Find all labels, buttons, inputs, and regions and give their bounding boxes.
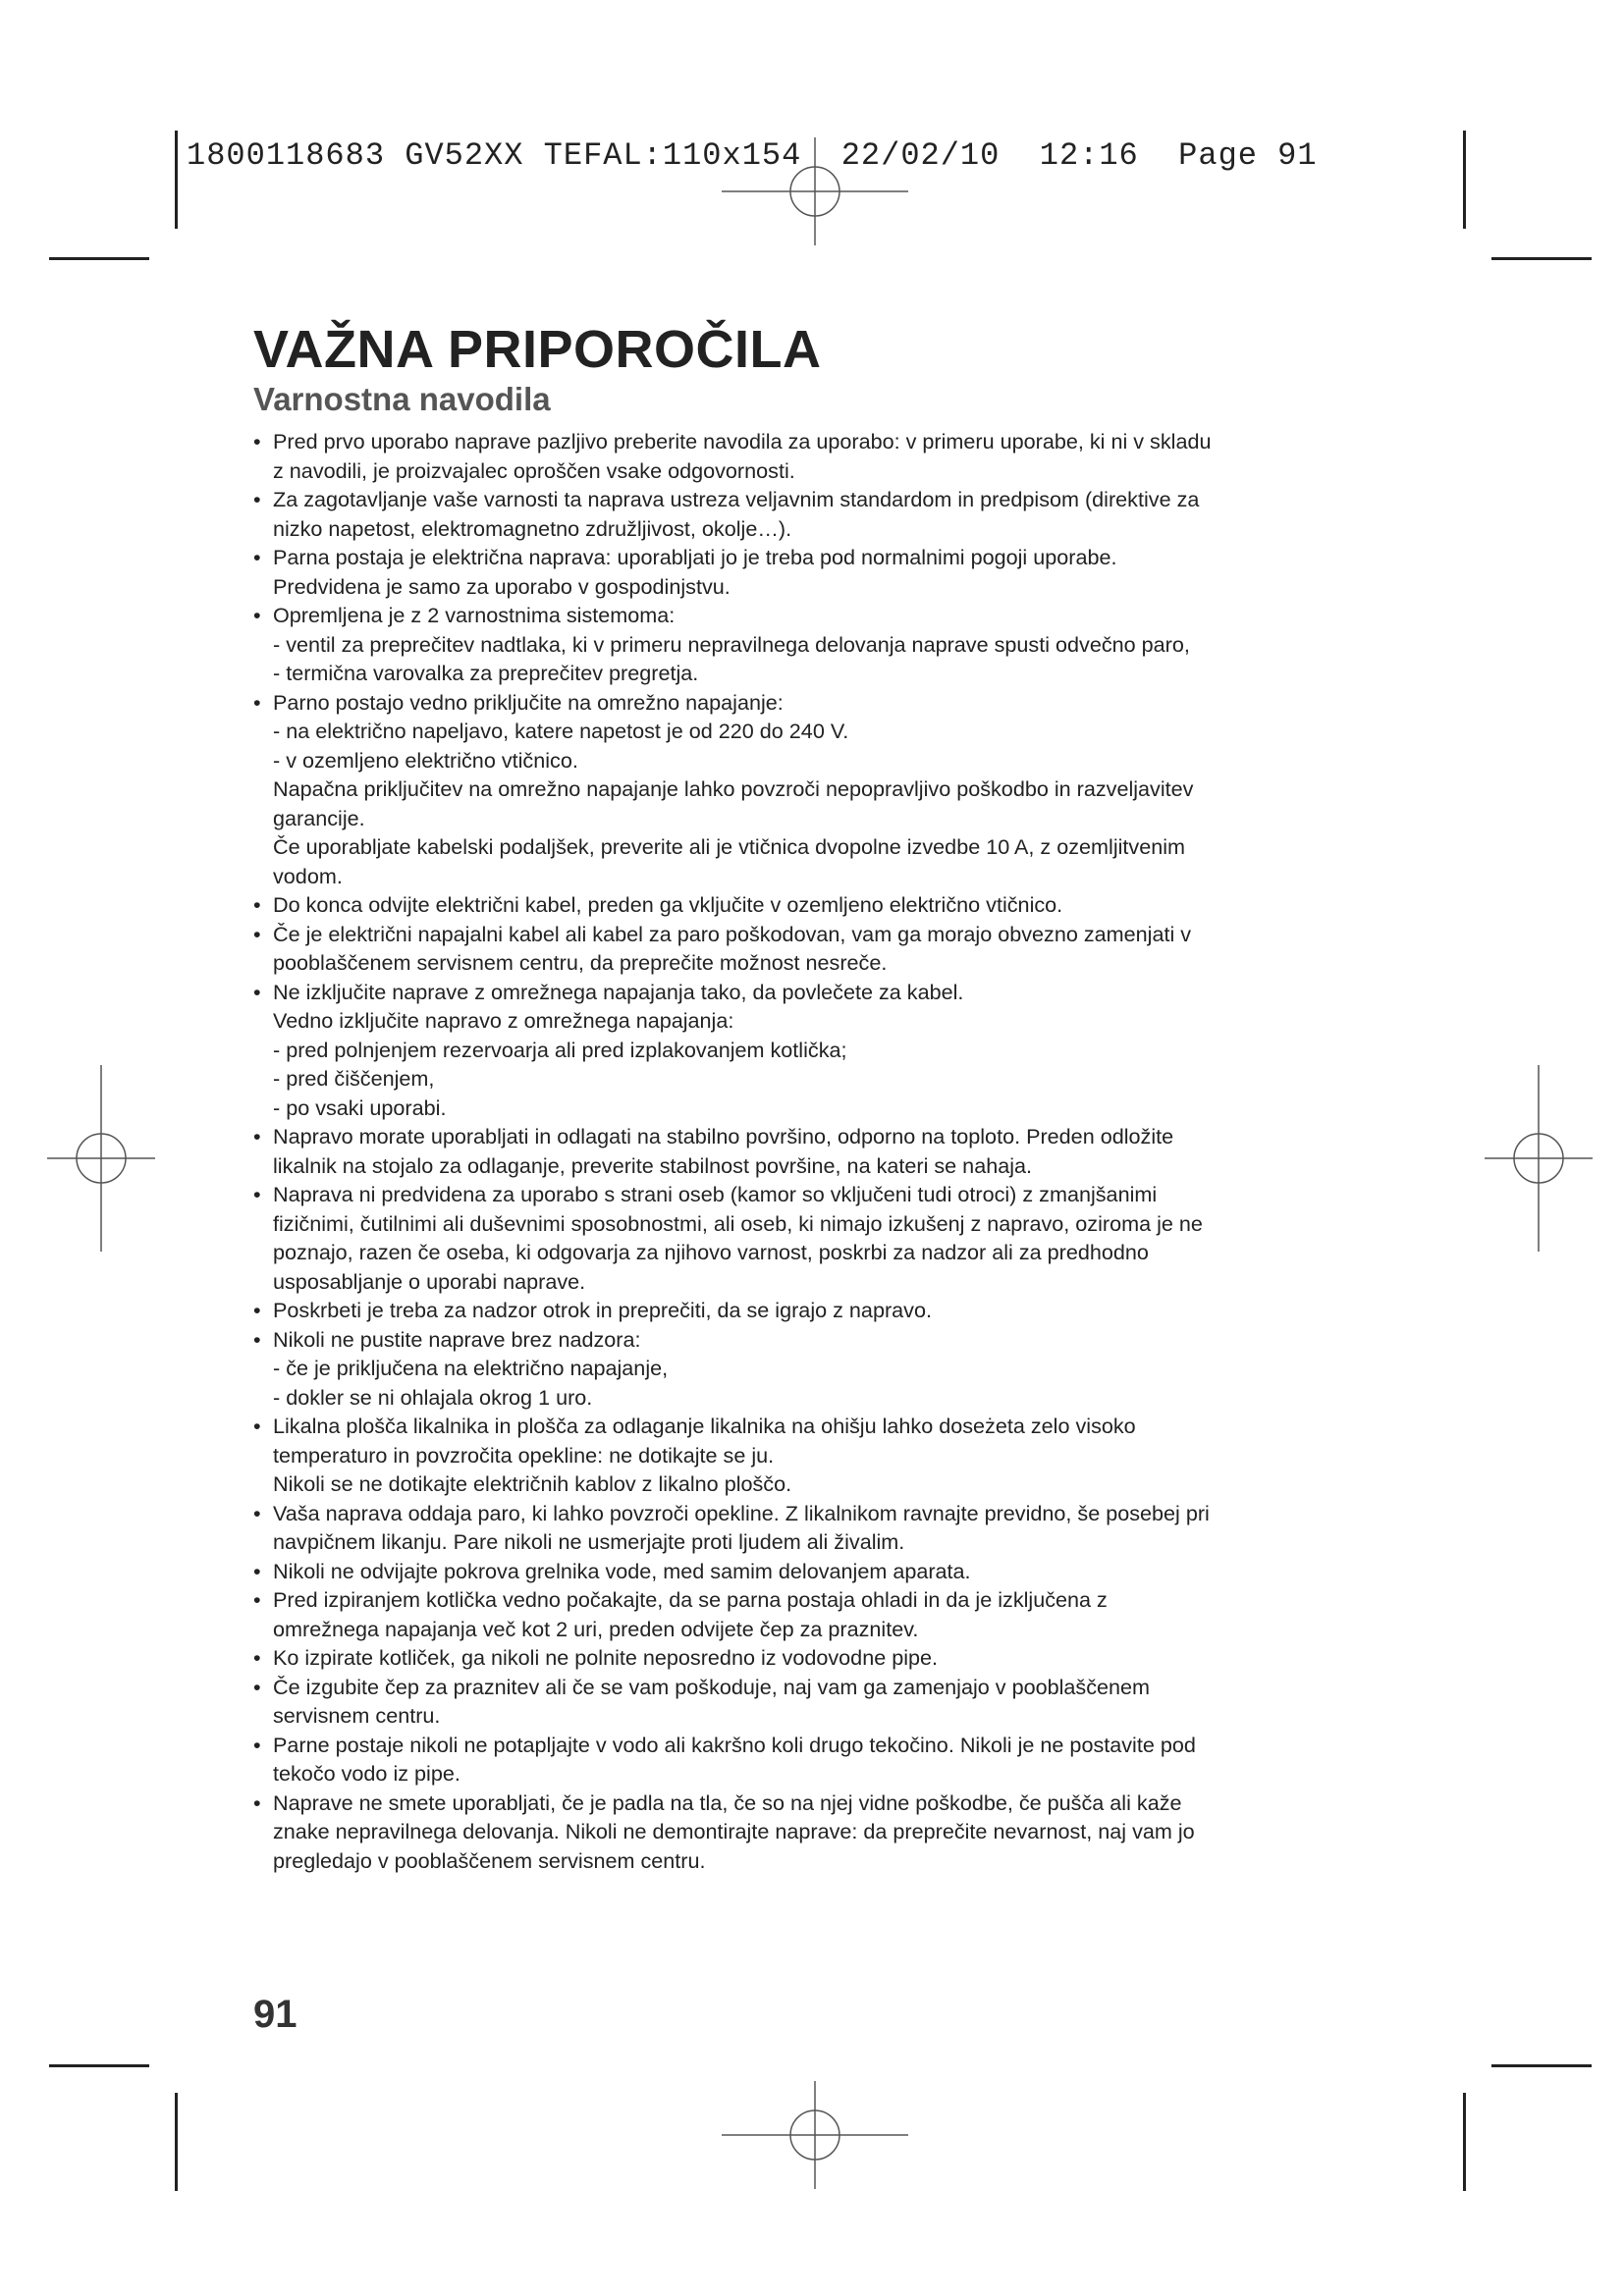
list-item-line: Vedno izključite napravo z omrežnega napajanja: [273,1008,734,1033]
bullet-icon: • [253,1674,261,1699]
list-item-line: pooblaščenem servisnem centru, da preprečite možnost nesreče. [273,950,888,975]
list-item-line: znake nepravilnega delovanja. Nikoli ne demontirajte naprave: da preprečite nevarnost, naj vam jo [273,1819,1195,1843]
list-item [253,1499,1382,1557]
registration-mark-left-icon [47,1060,155,1256]
bullet-icon: • [253,1298,261,1322]
list-item-line: Če izgubite čep za praznitev ali če se vam poškoduje, naj vam ga zamenjajo v pooblaščenem [273,1674,1151,1699]
list-item [253,427,1382,485]
list-item-line: - če je priključena na električno napajanje, [273,1356,669,1380]
crop-mark-bottom-right-h [1491,2064,1592,2067]
bullet-icon: • [253,545,261,569]
list-item-line: Za zagotavljanje vaše varnosti ta naprava ustreza veljavnim standardom in predpisom (direktive za [273,487,1200,511]
bullet-icon: • [253,892,261,917]
list-item-line: Vaša naprava oddaja paro, ki lahko povzroči opekline. Z likalnikom ravnajte previdno, še posebej pri [273,1500,1210,1525]
list-item [253,1122,1382,1180]
list-item-line: tekočo vodo iz pipe. [273,1761,460,1786]
list-item [253,1557,1382,1586]
list-item-line: Če je električni napajalni kabel ali kabel za paro poškodovan, vam ga morajo obvezno zamenjati v [273,921,1192,946]
list-item-line: Pred prvo uporabo naprave pazljivo preberite navodila za uporabo: v primeru uporabe, ki ni v skladu [273,429,1212,454]
list-item-line: pregledajo v pooblaščenem servisnem centru. [273,1847,706,1873]
list-item-line: Naprava ni predvidena za uporabo s strani oseb (kamor so vključeni tudi otroci) z zmanjšanimi [273,1182,1158,1206]
list-item-line: Pred izpiranjem kotlička vedno počakajte, da se parna postaja ohladi in da je izključena z [273,1587,1108,1612]
list-item [253,601,1382,688]
list-item-line: nizko napetost, elektromagnetno združljivost, okolje…). [273,515,792,541]
bullet-icon: • [253,1182,261,1206]
list-item-line: Parna postaja je električna naprava: uporabljati jo je treba pod normalnimi pogoji uporabe. [273,545,1117,569]
registration-mark-bottom-icon [717,2081,913,2189]
page-content [253,319,1382,1875]
safety-instructions-list [253,427,1382,1875]
crop-mark-bottom-left-v [175,2093,178,2191]
list-item [253,1731,1382,1789]
list-item-line: Likalna plošča likalnika in plošča za odlaganje likalnika na ohišju lahko doseżeta zelo visoko [273,1414,1136,1438]
bullet-icon: • [253,1414,261,1438]
section-subtitle: Varnostna navodila [253,381,551,417]
list-item-line: Ko izpirate kotliček, ga nikoli ne polnite neposredno iz vodovodne pipe. [273,1645,939,1670]
bullet-icon: • [253,689,261,715]
crop-mark-bottom-right-v [1463,2093,1466,2191]
crop-mark-top-right-h [1491,257,1592,260]
bullet-icon: • [253,979,261,1004]
list-item-line: - na električno napeljavo, katere napetost je od 220 do 240 V. [273,719,849,743]
list-item-line: Naprave ne smete uporabljati, če je padla na tla, če so na njej vidne poškodbe, če pušča ali kaže [273,1789,1182,1815]
bullet-icon: • [253,1645,261,1670]
bullet-icon: • [253,429,261,454]
list-item [253,1789,1382,1876]
list-item-line: usposabljanje o uporabi naprave. [273,1268,586,1294]
list-item-line: Predvidena je samo za uporabo v gospodinjstvu. [273,573,731,599]
bullet-icon: • [253,603,261,627]
page-title: VAŽNA PRIPOROČILA [253,320,822,379]
list-item-line: Parno postajo vedno priključite na omrežno napajanje: [273,689,784,715]
bullet-icon: • [253,1789,261,1815]
list-item-line: navpičnem likanju. Pare nikoli ne usmerjajte proti ljudem ali živalim. [273,1529,905,1554]
list-item-line: Ne izključite naprave z omrežnega napajanja tako, da povlečete za kabel. [273,979,964,1004]
list-item-line: temperaturo in povzročita opekline: ne dotikajte se ju. [273,1442,775,1468]
bullet-icon: • [253,1732,261,1757]
print-slug: 1800118683 GV52XX TEFAL:110x154 22/02/10 12:16 Page 91 [187,137,1318,174]
list-item-line: - po vsaki uporabi. [273,1095,447,1120]
list-item-line: Napačna priključitev na omrežno napajanje lahko povzroči nepopravljivo poškodbo in razveljavitev [273,776,1194,801]
list-item [253,485,1382,543]
list-item-line: Opremljena je z 2 varnostnima sistemoma: [273,603,676,627]
bullet-icon: • [253,487,261,511]
crop-mark-top-right-v [1463,131,1466,229]
list-item-line: - pred čiščenjem, [273,1066,435,1091]
list-item [253,978,1382,1123]
list-item-line: vodom. [273,863,343,888]
list-item-line: - ventil za preprečitev nadtlaka, ki v primeru nepravilnega delovanja naprave spusti odvečno paro, [273,631,1190,657]
list-item-line: likalnik na stojalo za odlaganje, preverite stabilnost površine, na kateri se nahaja. [273,1152,1033,1178]
bullet-icon: • [253,1500,261,1525]
list-item-line: garancije. [273,805,365,830]
list-item [253,1296,1382,1325]
list-item-line: fizičnimi, čutilnimi ali duševnimi sposobnostmi, ali oseb, ki nimajo izkušenj z napravo, oziroma je ne [273,1210,1203,1236]
bullet-icon: • [253,1558,261,1583]
list-item [253,1325,1382,1413]
list-item-line: servisnem centru. [273,1703,441,1728]
list-item-line: - pred polnjenjem rezervoarja ali pred izplakovanjem kotlička; [273,1037,847,1062]
crop-mark-top-left-h [49,257,149,260]
list-item-line: Parne postaje nikoli ne potapljajte v vodo ali kakršno koli drugo tekočino. Nikoli je ne postavite pod [273,1732,1196,1757]
crop-mark-bottom-left-h [49,2064,149,2067]
bullet-icon: • [253,1326,261,1352]
bullet-icon: • [253,921,261,946]
list-item-line: Poskrbeti je treba za nadzor otrok in preprečiti, da se igrajo z napravo. [273,1298,932,1322]
list-item-line: omrežnega napajanja več kot 2 uri, preden odvijete čep za praznitev. [273,1616,919,1641]
list-item [253,1673,1382,1731]
list-item-line: - v ozemljeno električno vtičnico. [273,747,578,773]
list-item-line: Napravo morate uporabljati in odlagati na stabilno površino, odporno na toploto. Preden odložite [273,1124,1174,1148]
list-item-line: Nikoli ne odvijajte pokrova grelnika vode, med samim delovanjem aparata. [273,1558,971,1583]
page-number: 91 [253,1993,298,2036]
registration-mark-right-icon [1485,1060,1593,1256]
crop-mark-top-left-v [175,131,178,229]
list-item-line: Nikoli se ne dotikajte električnih kablov z likalno ploščo. [273,1471,792,1496]
list-item [253,1585,1382,1643]
list-item-line: Če uporabljate kabelski podaljšek, preverite ali je vtičnica dvopolne izvedbe 10 A, z ozemljitvenim [273,834,1186,859]
list-item [253,1180,1382,1296]
list-item [253,1643,1382,1673]
list-item [253,688,1382,891]
list-item-line: z navodili, je proizvajalec oproščen vsake odgovornosti. [273,457,795,483]
list-item [253,543,1382,601]
list-item-line: Do konca odvijte električni kabel, preden ga vključite v ozemljeno električno vtičnico. [273,892,1063,917]
list-item-line: poznajo, razen če oseba, ki odgovarja za njihovo varnost, poskrbi za nadzor ali za predhodno [273,1240,1149,1264]
list-item-line: Nikoli ne pustite naprave brez nadzora: [273,1326,641,1352]
list-item [253,1412,1382,1499]
list-item-line: - termična varovalka za preprečitev pregretja. [273,661,699,685]
bullet-icon: • [253,1124,261,1148]
bullet-icon: • [253,1587,261,1612]
list-item-line: - dokler se ni ohlajala okrog 1 uro. [273,1384,593,1410]
list-item [253,890,1382,920]
list-item [253,920,1382,978]
